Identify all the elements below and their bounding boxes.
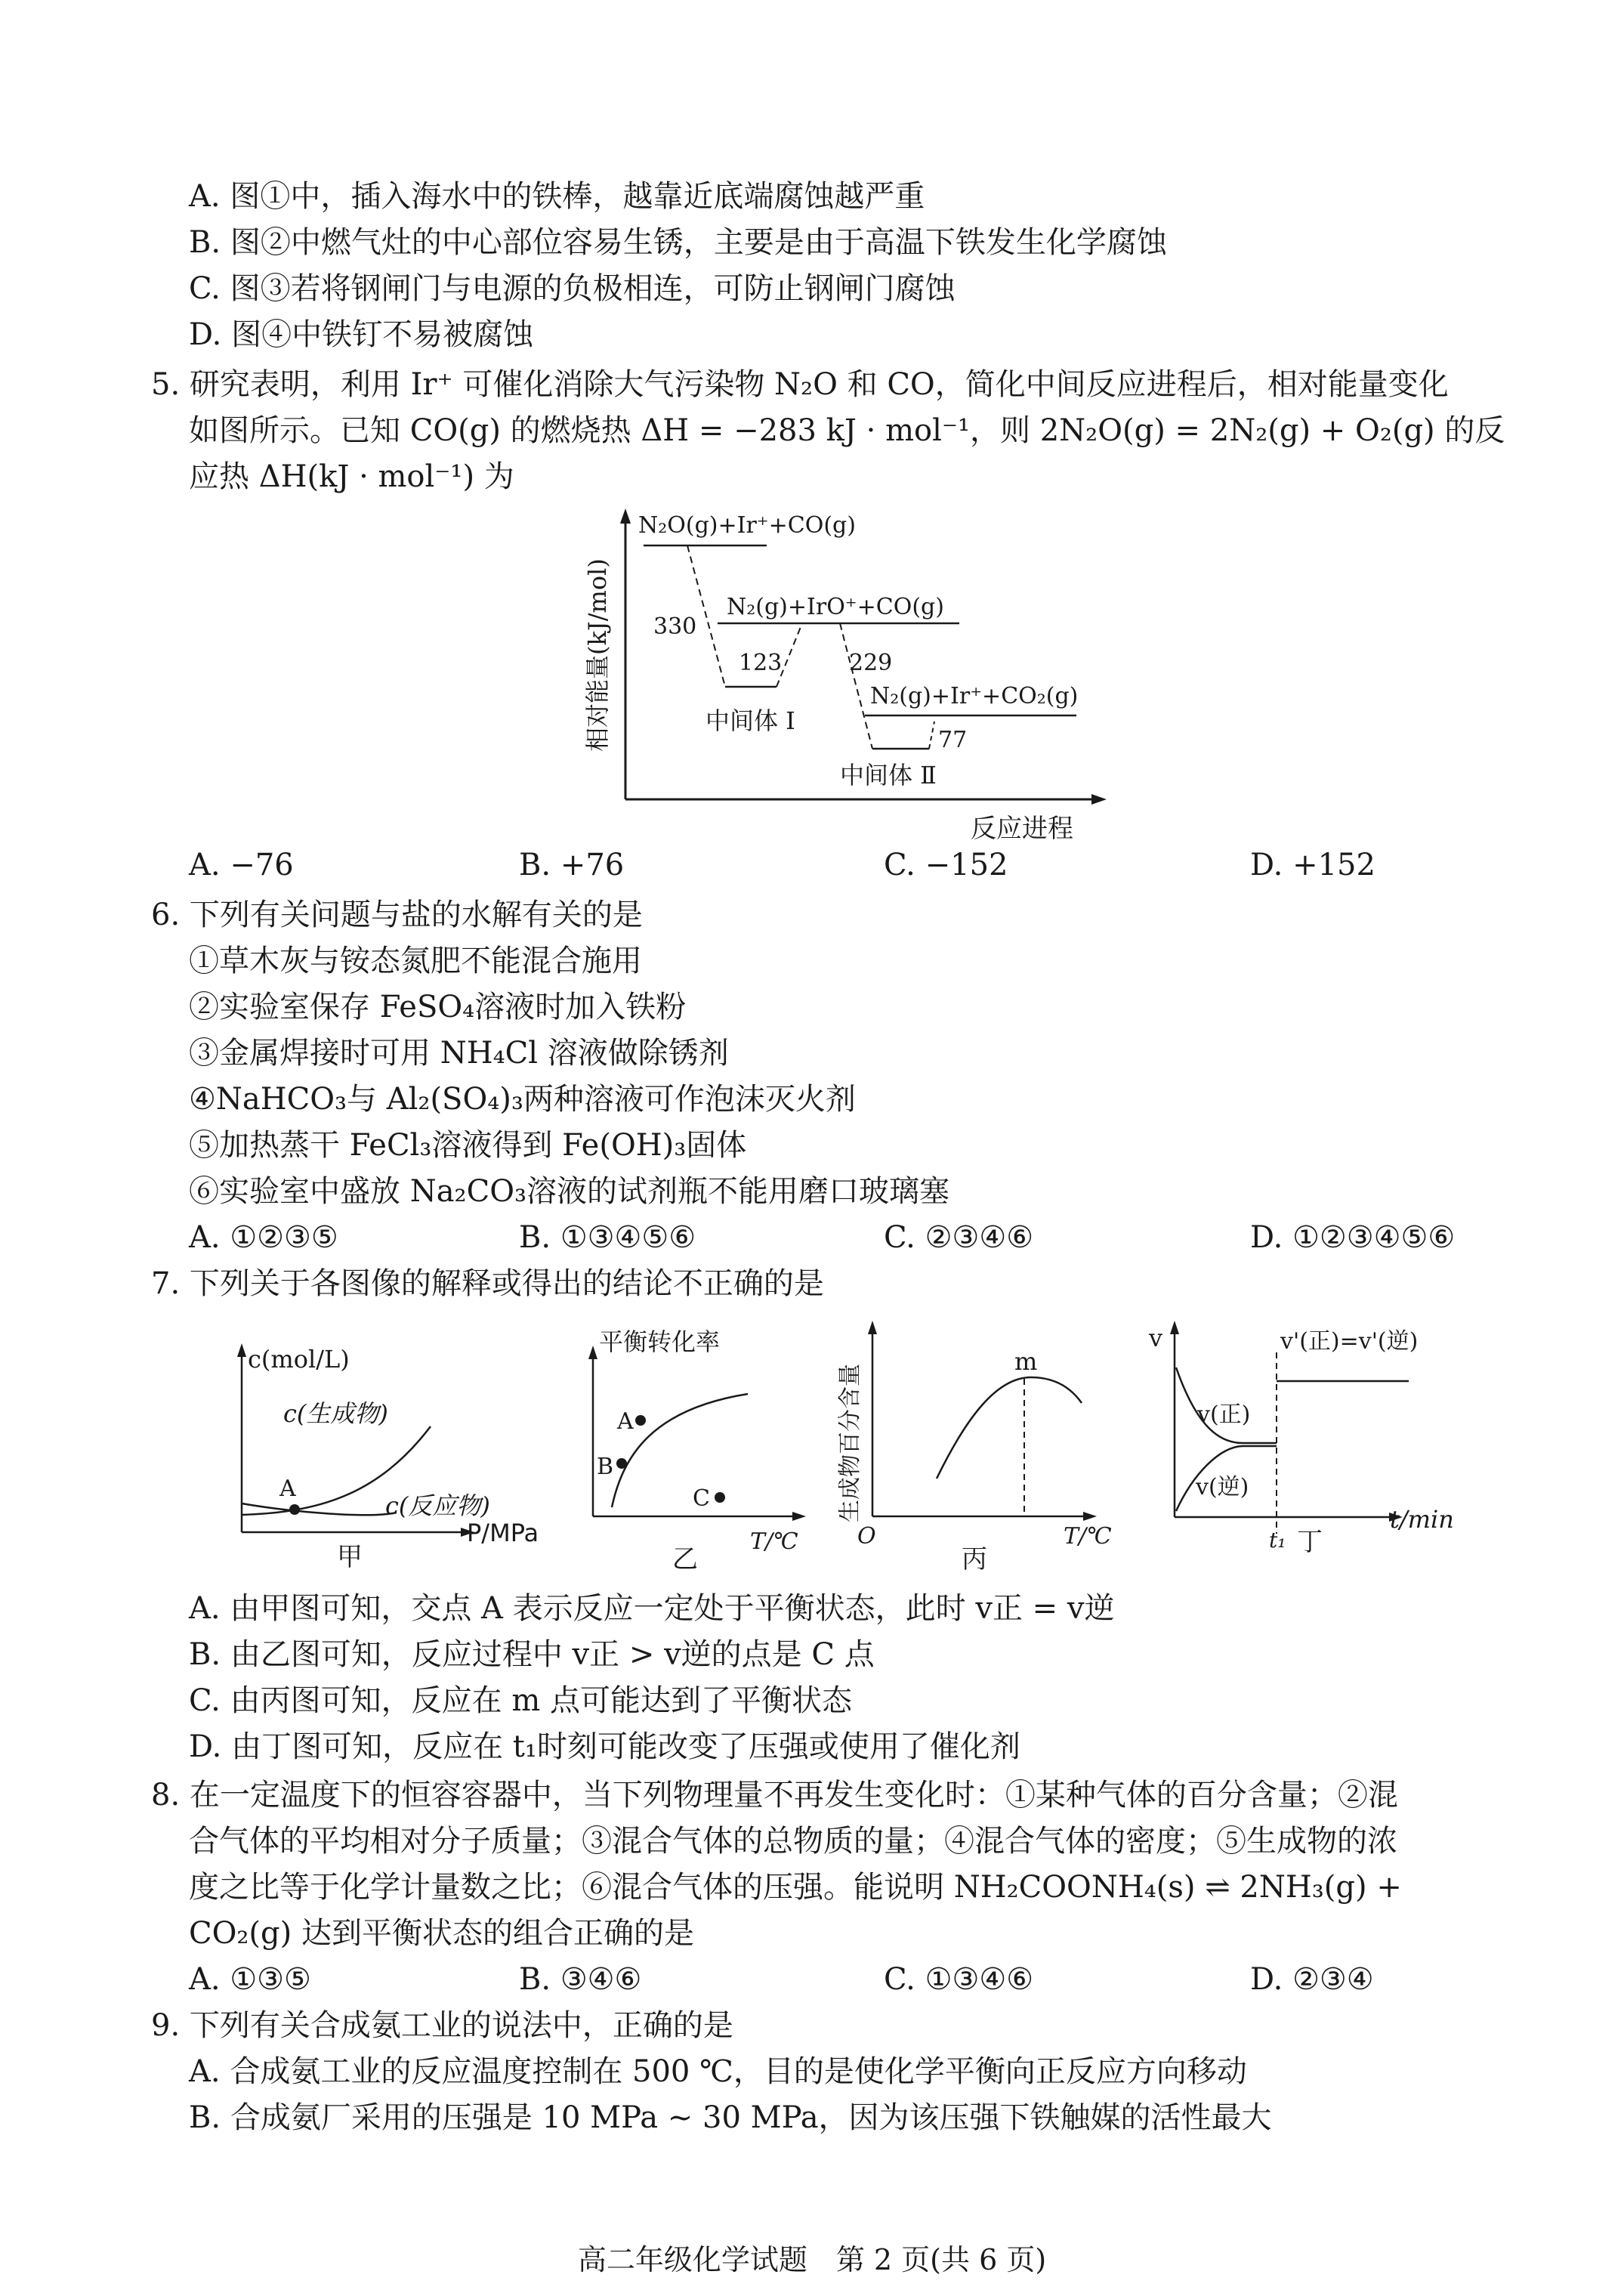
ding-ylabel: v	[1149, 1324, 1163, 1352]
q4-option-a: A. 图①中，插入海水中的铁棒，越靠近底端腐蚀越严重	[189, 179, 925, 214]
q9-option-b: B. 合成氨厂采用的压强是 10 MPa ~ 30 MPa，因为该压强下铁触媒的活性最大	[189, 2100, 1272, 2135]
q7-option-b: B. 由乙图可知，反应过程中 v正 > v逆的点是 C 点	[189, 1637, 875, 1672]
q6-item-1: ①草木灰与铵态氮肥不能混合施用	[189, 944, 642, 978]
q8-stem-line1: 8. 在一定温度下的恒容容器中，当下列物理量不再发生变化时：①某种气体的百分含量；②混	[151, 1778, 1398, 1812]
q6-option-a: A. ①②③⑤	[189, 1220, 338, 1255]
q6-item-4: ④NaHCO₃与 Al₂(SO₄)₃两种溶液可作泡沫灭火剂	[189, 1082, 856, 1117]
jia-caption: 甲	[337, 1542, 363, 1572]
energy-diagram	[574, 502, 1118, 850]
q5-option-d: D. +152	[1250, 848, 1375, 882]
q5-option-b: B. +76	[519, 848, 625, 882]
q6-item-2: ②实验室保存 FeSO₄溶液时加入铁粉	[189, 990, 687, 1024]
bing-ylabel: 生成物百分含量	[837, 1364, 863, 1522]
q7-option-a: A. 由甲图可知，交点 A 表示反应一定处于平衡状态，此时 v正 = v逆	[189, 1591, 1115, 1626]
value-77: 77	[938, 727, 968, 753]
q9-stem: 9. 下列有关合成氨工业的说法中，正确的是	[151, 2008, 733, 2043]
q6-option-c: C. ②③④⑥	[884, 1220, 1034, 1255]
q4-option-b: B. 图②中燃气灶的中心部位容易生锈，主要是由于高温下铁发生化学腐蚀	[189, 225, 1167, 260]
yi-xlabel: T/℃	[750, 1528, 798, 1555]
q6-item-5: ⑤加热蒸干 FeCl₃溶液得到 Fe(OH)₃固体	[189, 1128, 747, 1163]
q5-option-c: C. −152	[884, 848, 1008, 882]
level1-label: N₂O(g)+Ir⁺+CO(g)	[638, 512, 856, 539]
value-229: 229	[849, 650, 893, 676]
intermediate-1-label: 中间体 Ⅰ	[705, 706, 795, 735]
q8-option-c: C. ①③④⑥	[884, 1962, 1034, 1997]
ding-t1: t₁	[1269, 1528, 1286, 1553]
q5-stem-line2: 如图所示。已知 CO(g) 的燃烧热 ΔH = −283 kJ · mol⁻¹，则 2N₂O(g) = 2N₂(g) + O₂(g) 的反	[189, 413, 1505, 448]
yi-ylabel: 平衡转化率	[599, 1327, 721, 1356]
jia-point-a: A	[279, 1476, 296, 1502]
graph-jia	[204, 1337, 559, 1579]
q8-option-a: A. ①③⑤	[189, 1962, 311, 1997]
q6-option-d: D. ①②③④⑤⑥	[1250, 1220, 1456, 1255]
graph-yi	[570, 1318, 842, 1583]
q7-option-c: C. 由丙图可知，反应在 m 点可能达到了平衡状态	[189, 1683, 852, 1718]
q4-option-d: D. 图④中铁钉不易被腐蚀	[189, 317, 534, 352]
yi-point-b: B	[597, 1454, 614, 1480]
q6-item-6: ⑥实验室中盛放 Na₂CO₃溶液的试剂瓶不能用磨口玻璃塞	[189, 1174, 950, 1209]
bing-origin: O	[857, 1523, 876, 1550]
q4-option-c: C. 图③若将钢闸门与电源的负极相连，可防止钢闸门腐蚀	[189, 271, 956, 306]
bing-caption: 丙	[962, 1544, 987, 1575]
page-footer: 高二年级化学试题 第 2 页(共 6 页)	[577, 2243, 1047, 2276]
q6-option-b: B. ①③④⑤⑥	[519, 1220, 696, 1255]
yi-point-a: A	[617, 1408, 634, 1435]
q8-option-d: D. ②③④	[1250, 1962, 1374, 1997]
jia-reactant-label: c(反应物)	[385, 1491, 490, 1520]
ding-caption: 丁	[1297, 1527, 1323, 1557]
yi-caption: 乙	[672, 1544, 698, 1575]
q8-stem-line2: 合气体的平均相对分子质量；③混合气体的总物质的量；④混合气体的密度；⑤生成物的浓	[189, 1824, 1397, 1859]
jia-xlabel: P/MPa	[467, 1519, 539, 1547]
graph-bing	[823, 1318, 1118, 1583]
q8-stem-line4: CO₂(g) 达到平衡状态的组合正确的是	[189, 1916, 694, 1951]
q6-stem: 6. 下列有关问题与盐的水解有关的是	[151, 898, 643, 932]
ding-xlabel: t/min	[1390, 1505, 1454, 1534]
jia-product-label: c(生成物)	[283, 1399, 388, 1428]
q5-stem-line1: 5. 研究表明，利用 Ir⁺ 可催化消除大气污染物 N₂O 和 CO，简化中间反应进程后，相对能量变化	[151, 367, 1449, 402]
yi-point-c: C	[693, 1485, 710, 1512]
energy-xlabel: 反应进程	[971, 814, 1073, 844]
value-123: 123	[739, 650, 783, 676]
graph-ding	[1137, 1307, 1492, 1583]
ding-eq-label: v'(正)=v'(逆)	[1280, 1328, 1419, 1355]
q7-option-d: D. 由丁图可知，反应在 t₁时刻可能改变了压强或使用了催化剂	[189, 1729, 1020, 1764]
q9-option-a: A. 合成氨工业的反应温度控制在 500 ℃，目的是使化学平衡向正反应方向移动	[189, 2054, 1247, 2089]
jia-ylabel: c(mol/L)	[248, 1345, 350, 1374]
q8-option-b: B. ③④⑥	[519, 1962, 642, 1997]
q6-item-3: ③金属焊接时可用 NH₄Cl 溶液做除锈剂	[189, 1036, 729, 1071]
q8-stem-line3: 度之比等于化学计量数之比；⑥混合气体的压强。能说明 NH₂COONH₄(s) ⇌ 2NH₃(g) +	[189, 1870, 1402, 1905]
ding-vn-label: v(逆)	[1196, 1474, 1249, 1500]
q5-stem-line3: 应热 ΔH(kJ · mol⁻¹) 为	[189, 459, 514, 494]
value-330: 330	[653, 613, 697, 640]
q5-option-a: A. −76	[189, 848, 294, 882]
bing-xlabel: T/℃	[1064, 1523, 1112, 1550]
ding-vz-label: v(正)	[1197, 1401, 1251, 1428]
energy-ylabel: 相对能量(kJ/mol)	[583, 558, 612, 752]
level2-label: N₂(g)+IrO⁺+CO(g)	[727, 594, 944, 620]
intermediate-2-label: 中间体 Ⅱ	[840, 761, 937, 790]
q7-stem: 7. 下列关于各图像的解释或得出的结论不正确的是	[151, 1266, 824, 1301]
level3-label: N₂(g)+Ir⁺+CO₂(g)	[870, 683, 1079, 709]
bing-point-m: m	[1014, 1347, 1038, 1376]
